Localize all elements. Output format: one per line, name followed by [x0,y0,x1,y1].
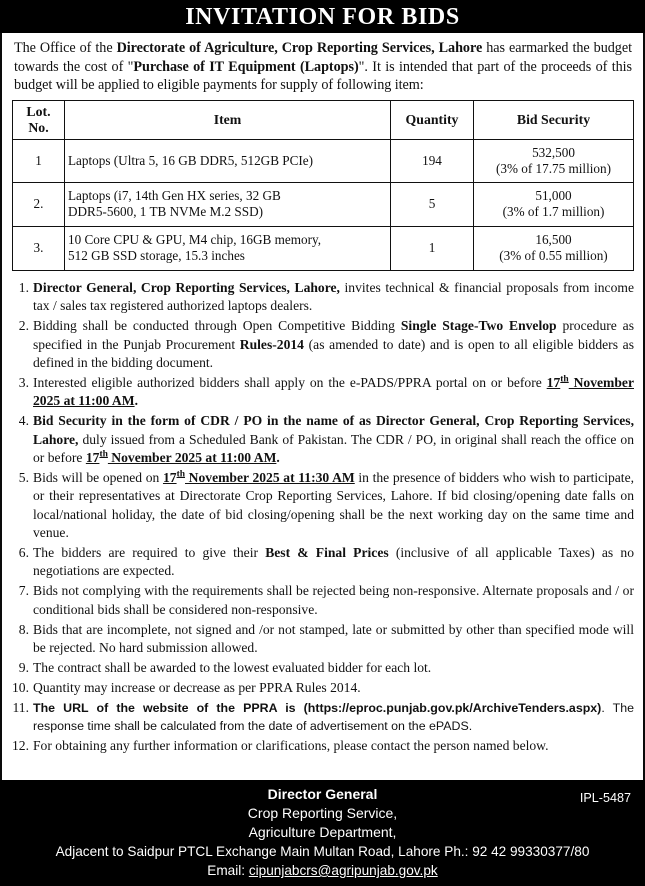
lots-table [12,100,634,271]
clause-number: 5. [18,469,29,485]
clause-text: duly issued from a Scheduled Bank of Pakistan. The CDR / PO, in original shall reach the office on or before [33,431,634,465]
clause-text-bold: Single Stage-Two Envelop [400,318,557,334]
item-line-1: Laptops (i7, 14th Gen HX series, 32 GB [68,188,281,204]
cell-item-desc [65,139,391,182]
cell-bid-security [474,226,634,270]
footer-department-line1: Crop Reporting Service, [247,805,398,821]
clause-number: 9. [18,659,29,675]
bid-note: (3% of 17.75 million) [495,160,611,176]
clause-item [12,659,634,677]
clause-text: Bidding shall be conducted through Open Competitive Bidding [33,318,401,334]
clause-text-ordinal-suffix: th [176,469,186,480]
cell-quantity: 194 [391,139,474,182]
email-label: Email: [207,863,249,878]
clause-text: The contract shall be awarded to the lowest evaluated bidder for each lot. [33,659,432,675]
clause-text: invites technical & financial proposals from income tax / sales tax registered authorized laptops dealers. [33,279,634,314]
email-address[interactable]: cipunjabcrs@agripunjab.gov.pk [248,863,438,878]
footer-department-line2: Agriculture Department, [248,824,397,840]
footer-address: Adjacent to Saidpur PTCL Exchange Main Multan Road, Lahore Ph.: 92 42 99330377/80 [55,844,590,859]
clause-text: Bids that are incomplete, not signed and /or not stamped, late or submitted by other than specified mode will be rejected. No hard submission allowed. [33,621,634,655]
clause-text-bold-underline: November 2025 at 11:00 AM [33,374,634,409]
intro-bold-office: Directorate of Agriculture, Crop Reporting Services, Lahore [116,40,483,56]
clause-item [12,582,634,619]
table-row [13,182,634,226]
clause-number: 4. [18,413,29,429]
clause-text-bold-underline: November 2025 at 11:30 AM [185,469,355,485]
lot-header-line1: Lot. [26,103,51,119]
clause-number: 12. [12,738,29,754]
clause-text-bold-underline: 17 [162,469,177,485]
clause-item [12,737,634,755]
clause-text-sans: . The response time shall be calculated from the date of advertisement on the ePADS. [33,700,635,734]
cell-lot-no: 3. [13,226,65,270]
cell-quantity: 1 [391,226,474,270]
bid-note: (3% of 1.7 million) [502,204,605,220]
item-line-2: 512 GB SSD storage, 15.3 inches [68,248,245,264]
clause-text: in the presence of bidders who wish to participate, or their representatives at Directorate Crop Reporting Services, Lahore. If bid closing/opening date falls on local/national holiday, the date of bid closing/opening shall be the next working day on the same time and venue. [33,469,635,541]
bid-amount: 51,000 [535,188,572,204]
clause-item [12,621,634,658]
ipl-code: IPL-5487 [579,791,631,805]
bid-amount: 16,500 [535,232,572,248]
table-row [13,139,634,182]
clause-text: Bids not complying with the requirements shall be rejected being non-responsive. Alternate proposals and / or conditional bids shall be considered non-responsive. [33,583,634,617]
column-header-item: Item [65,100,391,139]
footer-designation: Director General [267,786,378,802]
bid-note: (3% of 0.55 million) [499,248,608,264]
column-header-quantity: Quantity [391,100,474,139]
clause-text: Interested eligible authorized bidders shall apply on the e-PADS/PPRA portal on or before [33,374,547,390]
clause-item [12,679,634,697]
clause-text: (inclusive of all applicable Taxes) as no negotiations are expected. [33,544,634,579]
clause-text-ordinal-suffix: th [99,449,108,460]
column-header-bid-security: Bid Security [474,100,634,139]
notice-body [0,33,645,780]
clause-item [12,469,634,543]
clause-text-bold: Best & Final Prices [265,544,389,560]
clause-number: 2. [18,318,29,334]
footer-email-line [0,861,645,880]
cell-lot-no: 1 [13,139,65,182]
clause-number: 11. [12,699,29,715]
clause-text-bold: . [134,393,138,409]
intro-bold-purchase: Purchase of IT Equipment (Laptops) [133,58,359,75]
clause-number: 8. [18,621,29,637]
clause-number: 3. [18,374,29,390]
clause-item [12,317,634,372]
clause-text: Bids will be opened on [33,469,163,485]
cell-bid-security [474,139,634,182]
column-header-lot [13,100,65,139]
clause-item [12,374,634,411]
lot-header-line2: No. [28,119,49,135]
item-line-1: 10 Core CPU & GPU, M4 chip, 16GB memory, [68,232,322,248]
clause-text-bold: Director General, Crop Reporting Services, Lahore, [33,279,340,295]
intro-paragraph [14,39,632,95]
clause-text: For obtaining any further information or clarifications, please contact the person named below. [33,738,549,754]
clause-text-ordinal-suffix: th [560,374,569,385]
bid-amount: 532,500 [532,144,575,160]
clause-text: (as amended to date) and is open to all eligible bidders as defined in the bidding document. [33,336,634,370]
cell-lot-no: 2. [13,182,65,226]
cell-item-desc [65,182,391,226]
clause-number: 6. [18,544,29,560]
clause-text-bold-underline: 17 [85,449,100,465]
clause-number: 1. [18,279,29,295]
clause-text: procedure as specified in the Punjab Procurement [33,318,635,352]
item-line-1: Laptops (Ultra 5, 16 GB DDR5, 512GB PCIe) [68,152,314,168]
cell-item-desc [65,226,391,270]
clause-number: 10. [12,679,29,695]
cell-quantity: 5 [391,182,474,226]
clause-item [12,699,634,736]
clause-text-bold: Rules-2014 [239,336,304,352]
table-header-row [13,100,634,139]
intro-part-1: The Office of the [14,40,117,56]
intro-part-3: ". It is intended that part of the proceeds of this budget will be applied to eligible payments for supply of following item: [14,58,632,94]
clause-text-bold-underline: November 2025 at 11:00 AM [107,449,277,465]
clause-text-bold: Bid Security in the form of CDR / PO in the name of as Director General, Crop Reporting Services, Lahore, [33,413,634,447]
page-title: INVITATION FOR BIDS [185,3,460,30]
clause-text-url: The URL of the website of the PPRA is (https://eproc.punjab.gov.pk/ArchiveTenders.aspx) [33,700,602,715]
clause-item [12,412,634,467]
clause-item [12,279,634,316]
clause-number: 7. [18,583,29,599]
item-line-2: DDR5-5600, 1 TB NVMe M.2 SSD) [68,204,264,220]
cell-bid-security [474,182,634,226]
intro-part-2: has earmarked the budget towards the cost of " [14,40,632,75]
clause-item [12,544,634,581]
clause-text: Quantity may increase or decrease as per PPRA Rules 2014. [33,679,361,695]
clause-text-bold: . [276,449,280,465]
table-row [13,226,634,270]
page-title-banner [0,0,645,33]
contact-footer [0,780,645,886]
clause-text-bold-underline: 17 [546,374,561,390]
clause-text: The bidders are required to give their [33,544,266,560]
clause-list [12,279,634,756]
